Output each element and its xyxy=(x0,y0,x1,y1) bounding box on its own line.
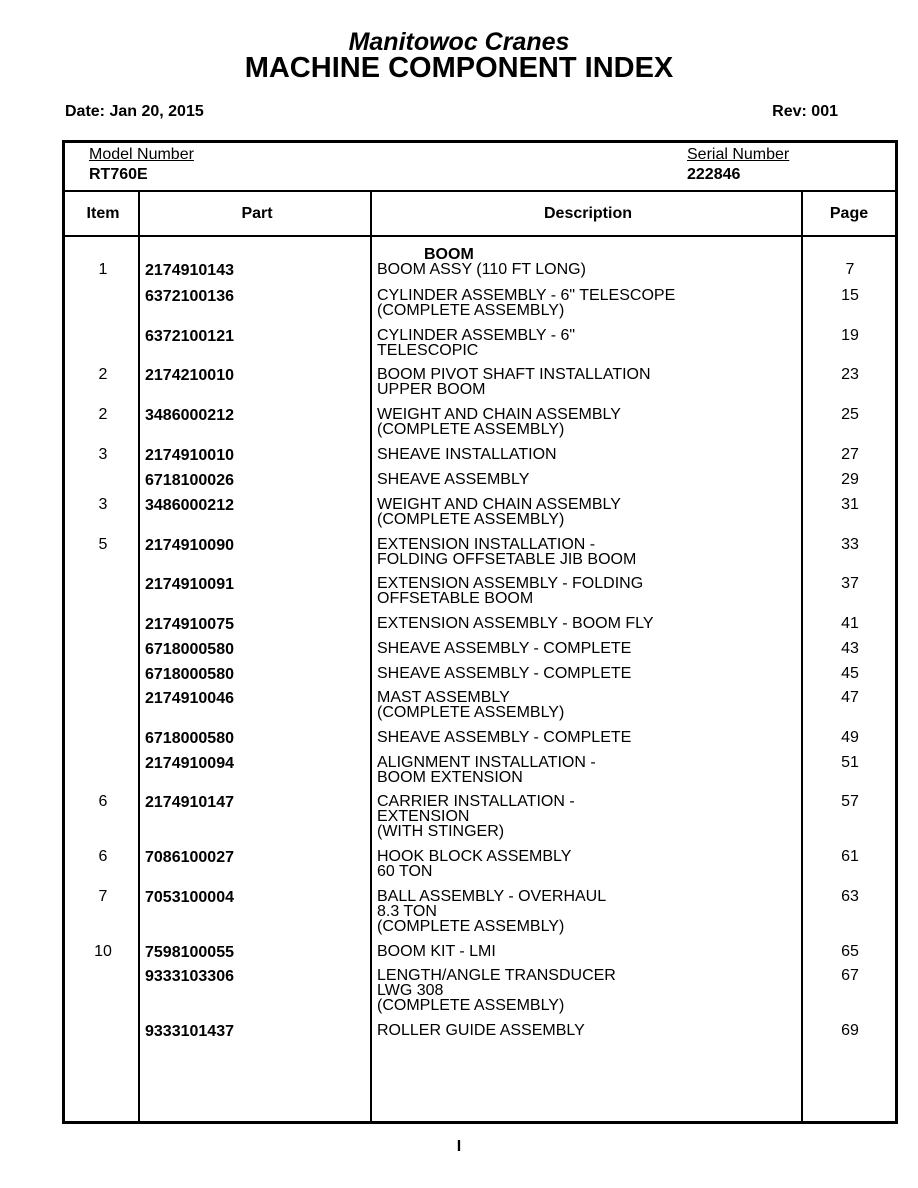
row-part-number: 2174910147 xyxy=(145,794,234,811)
description-line: BOOM PIVOT SHAFT INSTALLATION xyxy=(377,366,651,383)
description-line: MAST ASSEMBLY xyxy=(377,689,510,706)
section-title: BOOM xyxy=(424,246,474,263)
model-serial-row xyxy=(65,143,895,192)
description-line: (COMPLETE ASSEMBLY) xyxy=(377,918,565,935)
row-page-number: 15 xyxy=(841,287,859,304)
column-divider xyxy=(138,192,140,1121)
row-description xyxy=(377,755,797,785)
row-description xyxy=(377,794,797,839)
component-table xyxy=(62,140,898,1124)
column-header-description: Description xyxy=(543,205,632,222)
description-line: EXTENSION xyxy=(377,808,470,825)
description-line: OFFSETABLE BOOM xyxy=(377,590,534,607)
description-line: WEIGHT AND CHAIN ASSEMBLY xyxy=(377,496,621,513)
row-part-number: 2174910010 xyxy=(145,447,234,464)
description-line: EXTENSION ASSEMBLY - FOLDING xyxy=(377,575,644,592)
column-header-item: Item xyxy=(86,205,120,222)
description-line: LENGTH/ANGLE TRANSDUCER xyxy=(377,967,616,984)
row-description xyxy=(377,968,797,1013)
description-line: (COMPLETE ASSEMBLY) xyxy=(377,421,565,438)
row-description xyxy=(377,328,797,358)
row-part-number: 7086100027 xyxy=(145,849,234,866)
row-page-number: 43 xyxy=(841,640,859,657)
row-page-number: 47 xyxy=(841,689,859,706)
row-description xyxy=(377,730,797,745)
row-part-number: 2174910143 xyxy=(145,262,234,279)
description-line: EXTENSION ASSEMBLY - BOOM FLY xyxy=(377,615,654,632)
description-line: (WITH STINGER) xyxy=(377,823,505,840)
description-line: (COMPLETE ASSEMBLY) xyxy=(377,511,565,528)
row-item-number: 2 xyxy=(98,406,108,423)
row-page-number: 49 xyxy=(841,729,859,746)
row-page-number: 57 xyxy=(841,793,859,810)
row-page-number: 63 xyxy=(841,888,859,905)
row-description xyxy=(377,367,797,397)
description-line: FOLDING OFFSETABLE JIB BOOM xyxy=(377,551,637,568)
row-description xyxy=(377,576,797,606)
row-description xyxy=(377,641,797,656)
row-part-number: 7053100004 xyxy=(145,889,234,906)
row-page-number: 45 xyxy=(841,665,859,682)
model-number-label: Model Number xyxy=(89,146,194,163)
row-page-number: 29 xyxy=(841,471,859,488)
row-part-number: 2174910091 xyxy=(145,576,234,593)
description-line: EXTENSION INSTALLATION - xyxy=(377,536,596,553)
column-divider xyxy=(801,192,803,1121)
description-line: ALIGNMENT INSTALLATION - xyxy=(377,754,596,771)
row-page-number: 25 xyxy=(841,406,859,423)
document-date: Date: Jan 20, 2015 xyxy=(65,103,204,120)
description-line: (COMPLETE ASSEMBLY) xyxy=(377,704,565,721)
row-description xyxy=(377,666,797,681)
description-line: 8.3 TON xyxy=(377,903,437,920)
row-page-number: 67 xyxy=(841,967,859,984)
row-part-number: 2174910046 xyxy=(145,690,234,707)
row-part-number: 6718000580 xyxy=(145,666,234,683)
description-line: UPPER BOOM xyxy=(377,381,486,398)
row-description xyxy=(377,1023,797,1038)
row-page-number: 51 xyxy=(841,754,859,771)
description-line: CARRIER INSTALLATION - xyxy=(377,793,575,810)
row-description xyxy=(377,497,797,527)
row-part-number: 6718000580 xyxy=(145,641,234,658)
row-part-number: 2174910094 xyxy=(145,755,234,772)
row-page-number: 31 xyxy=(841,496,859,513)
description-line: CYLINDER ASSEMBLY - 6" TELESCOPE xyxy=(377,287,676,304)
company-name: Manitowoc Cranes xyxy=(348,28,570,56)
row-description xyxy=(377,889,797,934)
description-line: SHEAVE INSTALLATION xyxy=(377,446,557,463)
row-description xyxy=(377,537,797,567)
row-part-number: 9333103306 xyxy=(145,968,234,985)
row-item-number: 3 xyxy=(98,446,108,463)
description-line: SHEAVE ASSEMBLY - COMPLETE xyxy=(377,640,632,657)
table-header-row xyxy=(65,192,895,237)
row-description xyxy=(377,849,797,879)
row-part-number: 6718100026 xyxy=(145,472,234,489)
row-page-number: 23 xyxy=(841,366,859,383)
row-item-number: 2 xyxy=(98,366,108,383)
row-page-number: 37 xyxy=(841,575,859,592)
serial-number-value: 222846 xyxy=(687,166,741,183)
page-number: I xyxy=(456,1138,462,1155)
model-number-value: RT760E xyxy=(89,166,148,183)
row-part-number: 2174210010 xyxy=(145,367,234,384)
row-part-number: 7598100055 xyxy=(145,944,234,961)
document-title: MACHINE COMPONENT INDEX xyxy=(244,52,674,84)
column-divider xyxy=(370,192,372,1121)
row-page-number: 41 xyxy=(841,615,859,632)
row-page-number: 19 xyxy=(841,327,859,344)
row-item-number: 1 xyxy=(98,261,108,278)
description-line: BALL ASSEMBLY - OVERHAUL xyxy=(377,888,607,905)
row-page-number: 33 xyxy=(841,536,859,553)
column-header-part: Part xyxy=(241,205,273,222)
row-part-number: 6718000580 xyxy=(145,730,234,747)
row-page-number: 69 xyxy=(841,1022,859,1039)
row-item-number: 3 xyxy=(98,496,108,513)
description-line: (COMPLETE ASSEMBLY) xyxy=(377,302,565,319)
row-description xyxy=(377,407,797,437)
description-line: BOOM ASSY (110 FT LONG) xyxy=(377,261,586,278)
row-description xyxy=(377,690,797,720)
row-page-number: 27 xyxy=(841,446,859,463)
document-revision: Rev: 001 xyxy=(772,103,838,120)
row-description xyxy=(377,944,797,959)
description-line: SHEAVE ASSEMBLY - COMPLETE xyxy=(377,729,632,746)
description-line: SHEAVE ASSEMBLY - COMPLETE xyxy=(377,665,632,682)
row-item-number: 6 xyxy=(98,793,108,810)
row-page-number: 65 xyxy=(841,943,859,960)
row-description xyxy=(377,472,797,487)
description-line: BOOM EXTENSION xyxy=(377,769,523,786)
row-description xyxy=(377,447,797,462)
description-line: (COMPLETE ASSEMBLY) xyxy=(377,997,565,1014)
row-part-number: 9333101437 xyxy=(145,1023,234,1040)
row-part-number: 6372100136 xyxy=(145,288,234,305)
description-line: BOOM KIT - LMI xyxy=(377,943,496,960)
description-line: LWG 308 xyxy=(377,982,444,999)
description-line: SHEAVE ASSEMBLY xyxy=(377,471,530,488)
description-line: WEIGHT AND CHAIN ASSEMBLY xyxy=(377,406,621,423)
row-page-number: 7 xyxy=(845,261,855,278)
row-item-number: 7 xyxy=(98,888,108,905)
description-line: CYLINDER ASSEMBLY - 6" xyxy=(377,327,576,344)
description-line: HOOK BLOCK ASSEMBLY xyxy=(377,848,572,865)
row-item-number: 6 xyxy=(98,848,108,865)
row-page-number: 61 xyxy=(841,848,859,865)
row-part-number: 3486000212 xyxy=(145,407,234,424)
row-description xyxy=(377,262,797,277)
description-line: ROLLER GUIDE ASSEMBLY xyxy=(377,1022,585,1039)
row-part-number: 2174910090 xyxy=(145,537,234,554)
row-description xyxy=(377,288,797,318)
row-description xyxy=(377,616,797,631)
row-part-number: 6372100121 xyxy=(145,328,234,345)
row-part-number: 3486000212 xyxy=(145,497,234,514)
column-header-page: Page xyxy=(829,205,869,222)
row-item-number: 5 xyxy=(98,536,108,553)
row-item-number: 10 xyxy=(94,943,112,960)
row-part-number: 2174910075 xyxy=(145,616,234,633)
serial-number-label: Serial Number xyxy=(687,146,790,163)
description-line: 60 TON xyxy=(377,863,433,880)
description-line: TELESCOPIC xyxy=(377,342,479,359)
